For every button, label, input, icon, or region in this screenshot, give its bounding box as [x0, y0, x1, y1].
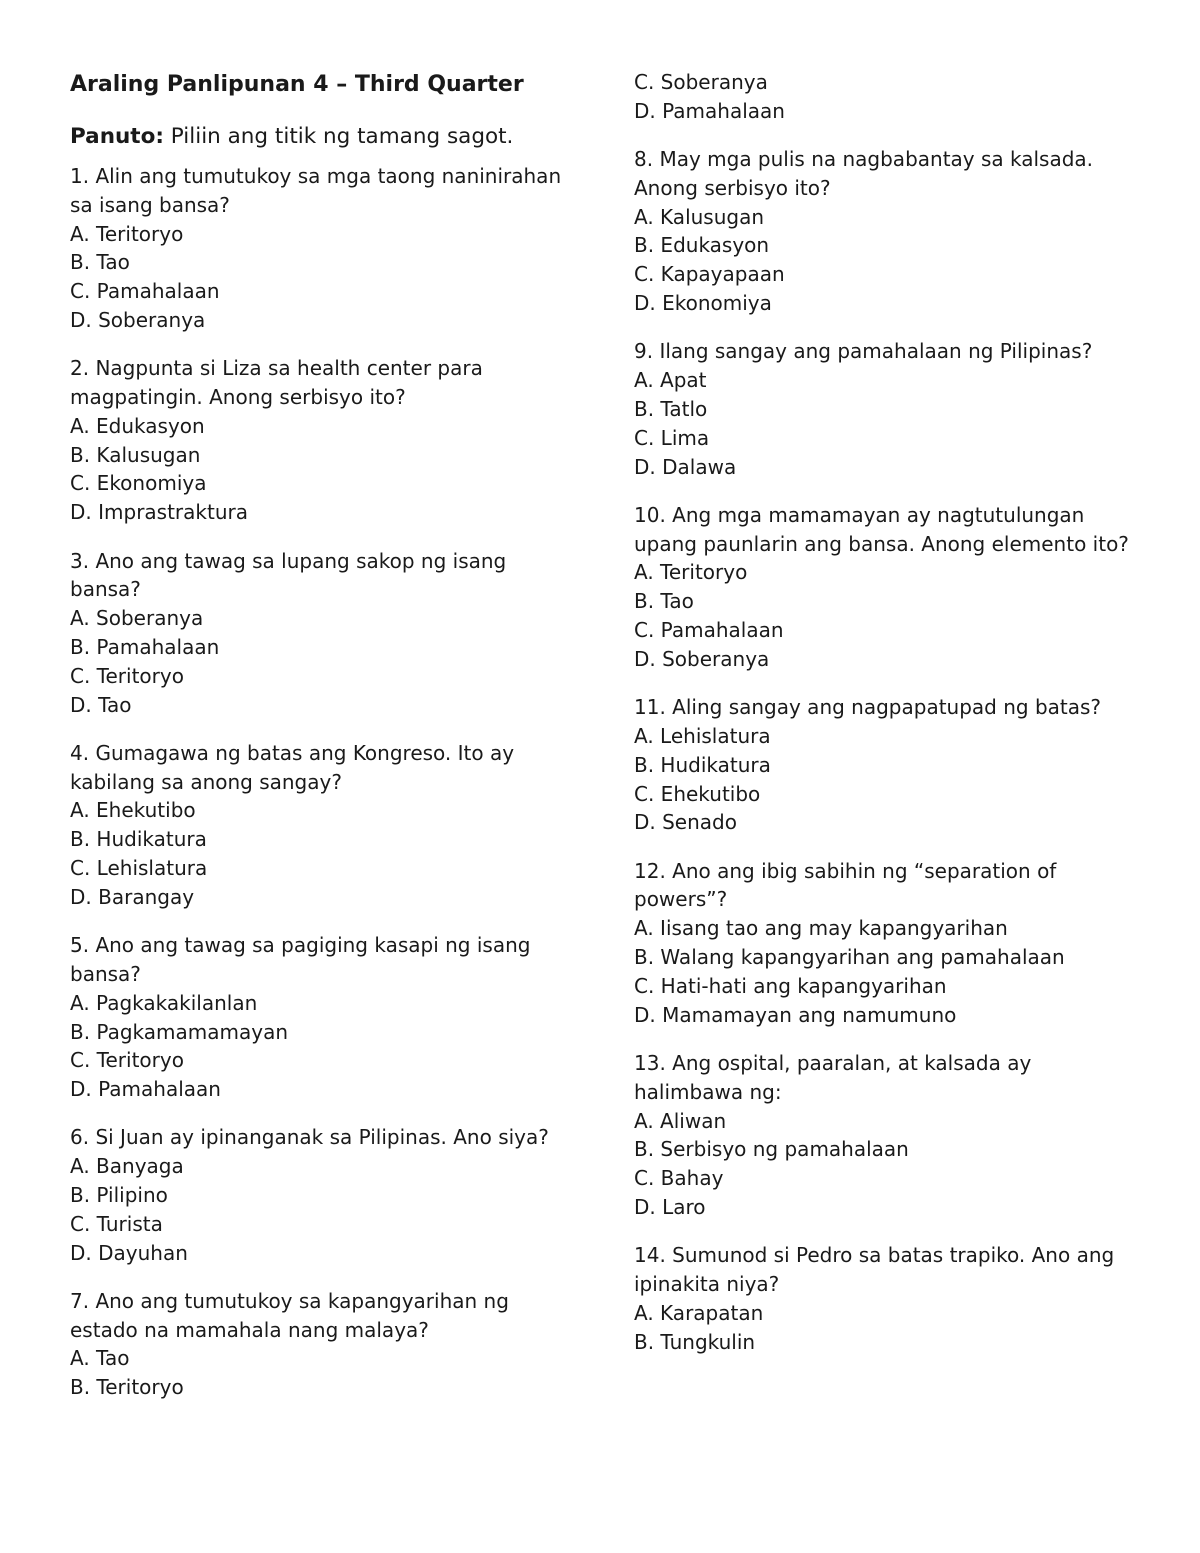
page-title: Araling Panlipunan 4 – Third Quarter	[70, 72, 524, 97]
answer-choice: B. Pilipino	[70, 1183, 168, 1207]
question-text: 13. Ang ospital, paaralan, at kalsada ay halimbawa ng:	[634, 1050, 1032, 1104]
answer-choice: C. Lehislatura	[70, 856, 208, 881]
answer-choice: A. Kalusugan	[634, 204, 765, 229]
answer-choice: A. Banyaga	[70, 1154, 184, 1179]
answer-choice: B. Tatlo	[634, 396, 708, 421]
answer-choice: B. Tao	[634, 589, 694, 614]
question-text: 10. Ang mga mamamayan ay nagtutulungan upang paunlarin ang bansa. Anong elemento ito?	[634, 502, 1129, 556]
answer-choice: C. Hati-hati ang kapangyarihan	[634, 973, 947, 998]
question-text: 3. Ano ang tawag sa lupang sakop ng isang bansa?	[70, 548, 507, 602]
answer-choice: D. Soberanya	[634, 646, 770, 671]
answer-choice: C. Pamahalaan	[634, 618, 784, 643]
question-text: 2. Nagpunta si Liza sa health center para magpatingin. Anong serbisyo ito?	[70, 356, 483, 410]
answer-choice: A. Aliwan	[634, 1108, 727, 1133]
instruction-text: Piliin ang titik ng tamang sagot.	[163, 124, 514, 149]
right-column	[634, 68, 1144, 1376]
question-text: 1. Alin ang tumutukoy sa mga taong naninirahan sa isang bansa?	[70, 164, 562, 217]
answer-choice: C. Pamahalaan	[70, 279, 220, 304]
answer-choice: A. Apat	[634, 368, 707, 393]
answer-choice: C. Kapayapaan	[634, 262, 785, 287]
answer-choice: B. Hudikatura	[634, 752, 771, 777]
question-text: 8. May mga pulis na nagbabantay sa kalsada. Anong serbisyo ito?	[634, 147, 1094, 200]
answer-choice: A. Soberanya	[70, 606, 204, 631]
question-item	[634, 145, 1144, 318]
answer-choice: A. Teritoryo	[634, 560, 748, 585]
question-item	[70, 547, 570, 720]
question-item	[70, 739, 570, 912]
answer-choice: B. Serbisyo ng pamahalaan	[634, 1137, 909, 1162]
answer-choice: C. Teritoryo	[70, 663, 184, 688]
question-item	[634, 1241, 1144, 1356]
answer-choice: D. Pamahalaan	[634, 98, 785, 123]
answer-choice: B. Pagkamamamayan	[70, 1019, 289, 1044]
question-item	[70, 162, 570, 335]
answer-choice: D. Pamahalaan	[70, 1077, 221, 1102]
answer-choice: A. Lehislatura	[634, 723, 771, 748]
answer-choice: A. Karapatan	[634, 1300, 764, 1325]
question-text: 12. Ano ang ibig sabihin ng “separation of powers”?	[634, 858, 1057, 912]
question-list-right	[634, 68, 1144, 1356]
question-item	[70, 354, 570, 527]
answer-choice: C. Ehekutibo	[634, 781, 761, 806]
answer-choice: D. Imprastraktura	[70, 500, 248, 525]
answer-choice: A. Iisang tao ang may kapangyarihan	[634, 916, 1008, 941]
question-item	[634, 693, 1144, 837]
answer-choice: D. Mamamayan ang namumuno	[634, 1002, 957, 1027]
answer-choice: A. Tao	[70, 1346, 130, 1371]
question-text: 6. Si Juan ay ipinanganak sa Pilipinas. Ano siya?	[70, 1125, 549, 1150]
instruction-label: Panuto:	[70, 124, 164, 149]
answer-choice: C. Ekonomiya	[70, 471, 207, 496]
answer-choice: A. Teritoryo	[70, 221, 184, 246]
answer-choice: D. Ekonomiya	[634, 291, 772, 316]
answer-choice: D. Barangay	[70, 884, 195, 909]
question-text: 7. Ano ang tumutukoy sa kapangyarihan ng estado na mamahala nang malaya?	[70, 1288, 509, 1342]
answer-choice: C. Lima	[634, 425, 710, 450]
answer-choice: C. Bahay	[634, 1166, 724, 1191]
answer-choice: C. Turista	[70, 1211, 163, 1236]
answer-choice: B. Teritoryo	[70, 1375, 184, 1400]
question-text: 11. Aling sangay ang nagpapatupad ng batas?	[634, 695, 1102, 720]
question-list-left	[70, 162, 570, 1402]
answer-choice: A. Edukasyon	[70, 413, 205, 438]
question-item	[70, 1123, 570, 1267]
question-text: 5. Ano ang tawag sa pagiging kasapi ng isang bansa?	[70, 933, 531, 986]
answer-choice: B. Walang kapangyarihan ang pamahalaan	[634, 945, 1065, 970]
question-text: 14. Sumunod si Pedro sa batas trapiko. Ano ang ipinakita niya?	[634, 1243, 1115, 1296]
answer-choice: B. Tao	[70, 250, 130, 275]
question-item	[634, 68, 1144, 126]
answer-choice: B. Hudikatura	[70, 827, 207, 852]
question-item	[634, 337, 1144, 481]
question-item	[70, 931, 570, 1104]
answer-choice: D. Laro	[634, 1194, 706, 1219]
question-item	[634, 501, 1144, 674]
instruction	[70, 120, 570, 154]
answer-choice: C. Soberanya	[634, 70, 768, 94]
answer-choice: D. Soberanya	[70, 307, 206, 332]
question-item	[634, 1049, 1144, 1222]
answer-choice: D. Senado	[634, 810, 737, 835]
answer-choice: B. Edukasyon	[634, 233, 770, 258]
answer-choice: D. Dayuhan	[70, 1240, 188, 1265]
left-column	[70, 68, 570, 1422]
question-text: 4. Gumagawa ng batas ang Kongreso. Ito ay kabilang sa anong sangay?	[70, 740, 515, 794]
question-item	[634, 857, 1144, 1030]
question-text: 9. Ilang sangay ang pamahalaan ng Pilipinas?	[634, 339, 1093, 364]
answer-choice: B. Kalusugan	[70, 442, 201, 467]
answer-choice: D. Dalawa	[634, 454, 737, 479]
answer-choice: B. Pamahalaan	[70, 634, 220, 659]
answer-choice: C. Teritoryo	[70, 1048, 184, 1073]
answer-choice: D. Tao	[70, 692, 132, 717]
answer-choice: A. Pagkakakilanlan	[70, 990, 258, 1015]
answer-choice: A. Ehekutibo	[70, 798, 196, 823]
answer-choice: B. Tungkulin	[634, 1329, 756, 1354]
question-item	[70, 1287, 570, 1402]
